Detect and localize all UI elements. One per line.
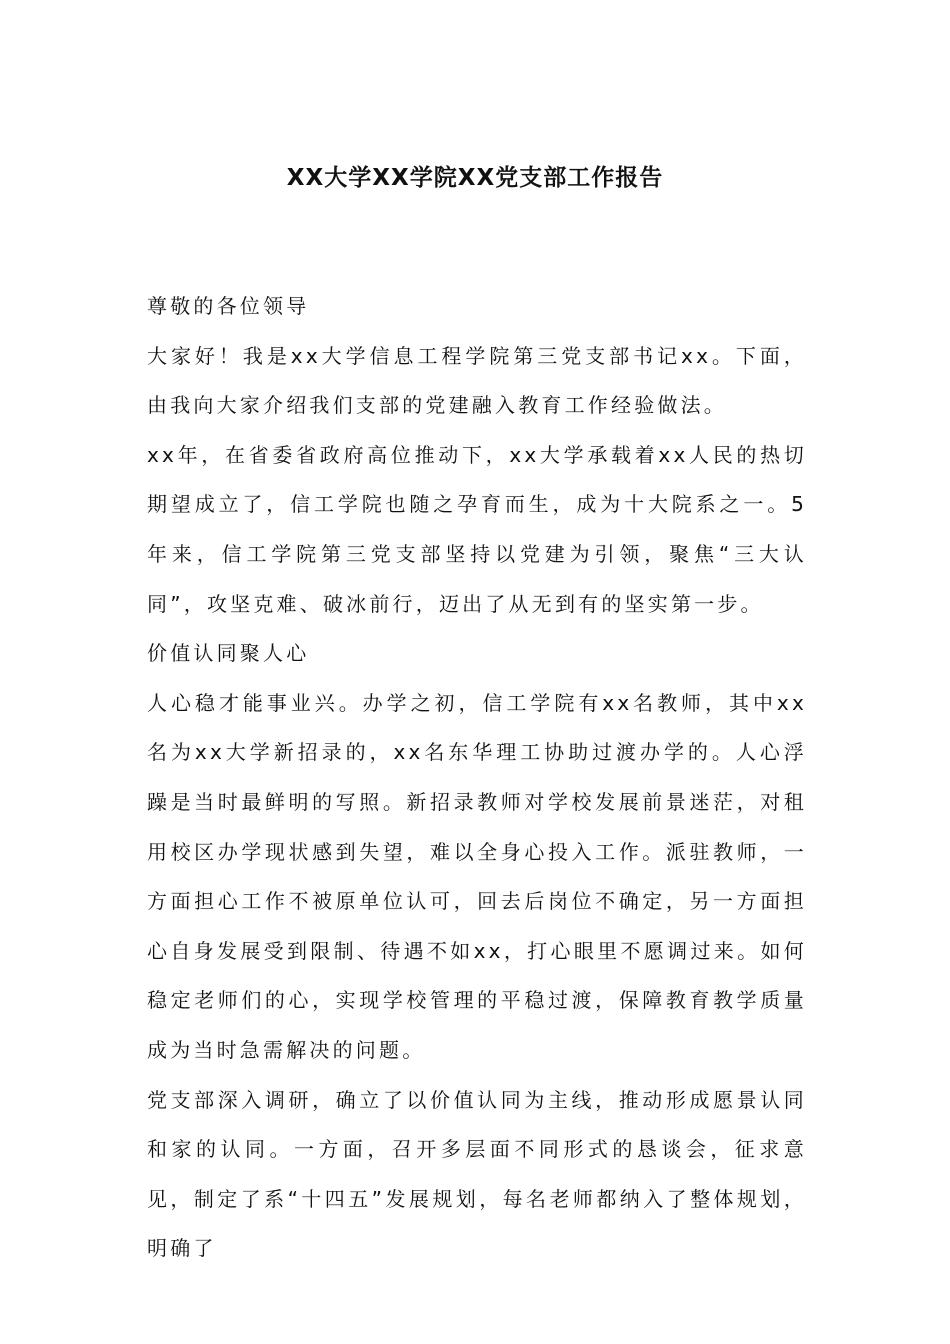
paragraph-situation: 人心稳才能事业兴。办学之初，信工学院有xx名教师，其中xx名为xx大学新招录的，xx名东华理工协助过渡办学的。人心浮躁是当时最鲜明的写照。新招录教师对学校发展前景迷茫，对租用校区办学现状感到失望，难以全身心投入工作。派驻教师，一方面担心工作不被原单位认可，回去后岗位不确定，另一方面担心自身发展受到限制、待遇不如xx，打心眼里不愿调过来。如何稳定老师们的心，实现学校管理的平稳过渡，保障教育教学质量成为当时急需解决的问题。	[147, 690, 807, 1062]
paragraph-measures: 党支部深入调研，确立了以价值认同为主线，推动形成愿景认同和家的认同。一方面，召开多层面不同形式的恳谈会，征求意见，制定了系“十四五”发展规划，每名老师都纳入了整体规划，明确了	[147, 1087, 807, 1261]
paragraph-background: xx年，在省委省政府高位推动下，xx大学承载着xx人民的热切期望成立了，信工学院也随之孕育而生，成为十大院系之一。5年来，信工学院第三党支部坚持以党建为引领，聚焦“三大认同”，攻坚克难、破冰前行，迈出了从无到有的坚实第一步。	[147, 442, 807, 616]
salutation: 尊敬的各位领导	[147, 294, 310, 318]
paragraph-greeting: 大家好！我是xx大学信息工程学院第三党支部书记xx。下面，由我向大家介绍我们支部的党建融入教育工作经验做法。	[147, 343, 807, 418]
document-body	[147, 282, 807, 1274]
document-title: XX大学XX学院XX党支部工作报告	[286, 165, 664, 191]
section-heading: 价值认同聚人心	[147, 641, 310, 666]
